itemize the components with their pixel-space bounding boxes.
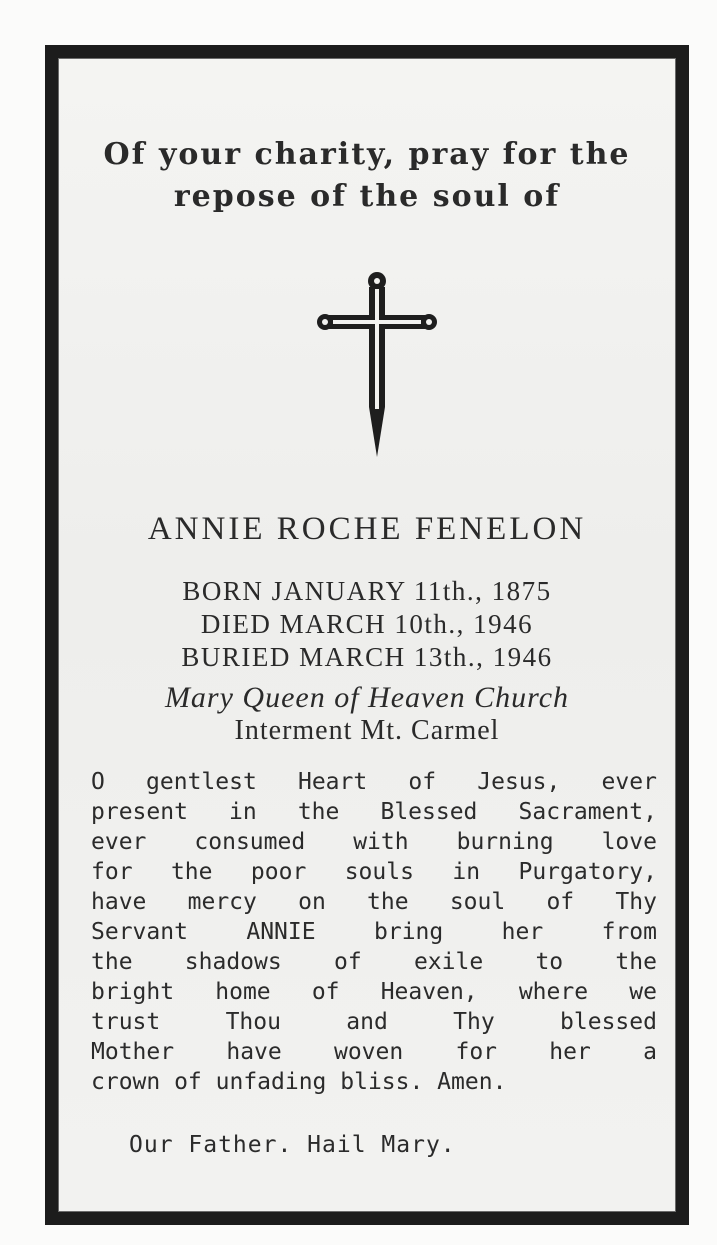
prayer-text <box>91 767 657 1097</box>
memorial-card <box>45 45 689 1225</box>
prayer-line: trust Thou and Thy blessed <box>91 1009 657 1035</box>
card-face <box>58 58 676 1212</box>
prayer-line: the shadows of exile to the <box>91 949 657 975</box>
closing-prayers: Our Father. Hail Mary. <box>129 1132 456 1158</box>
prayer-line: have mercy on the soul of Thy <box>91 889 657 915</box>
header-line-2: repose of the soul of <box>173 179 561 214</box>
born-date: BORN JANUARY 11th., 1875 <box>182 576 552 606</box>
header-line-1: Of your charity, pray for the <box>103 137 631 172</box>
buried-date: BURIED MARCH 13th., 1946 <box>181 642 553 672</box>
prayer-line: ever consumed with burning love <box>91 829 657 855</box>
prayer-line: crown of unfading bliss. Amen. <box>91 1069 507 1095</box>
cross-icon <box>317 267 437 467</box>
prayer-line: for the poor souls in Purgatory, <box>91 859 657 885</box>
prayer-line: O gentlest Heart of Jesus, ever <box>91 769 657 795</box>
prayer-line: bright home of Heaven, where we <box>91 979 657 1005</box>
prayer-line: Mother have woven for her a <box>91 1039 657 1065</box>
died-date: DIED MARCH 10th., 1946 <box>200 609 534 639</box>
prayer-line: present in the Blessed Sacrament, <box>91 799 657 825</box>
interment-place: Interment Mt. Carmel <box>234 715 500 746</box>
deceased-name: ANNIE ROCHE FENELON <box>147 511 587 547</box>
prayer-line: Servant ANNIE bring her from <box>91 919 657 945</box>
church-name: Mary Queen of Heaven Church <box>164 681 570 714</box>
